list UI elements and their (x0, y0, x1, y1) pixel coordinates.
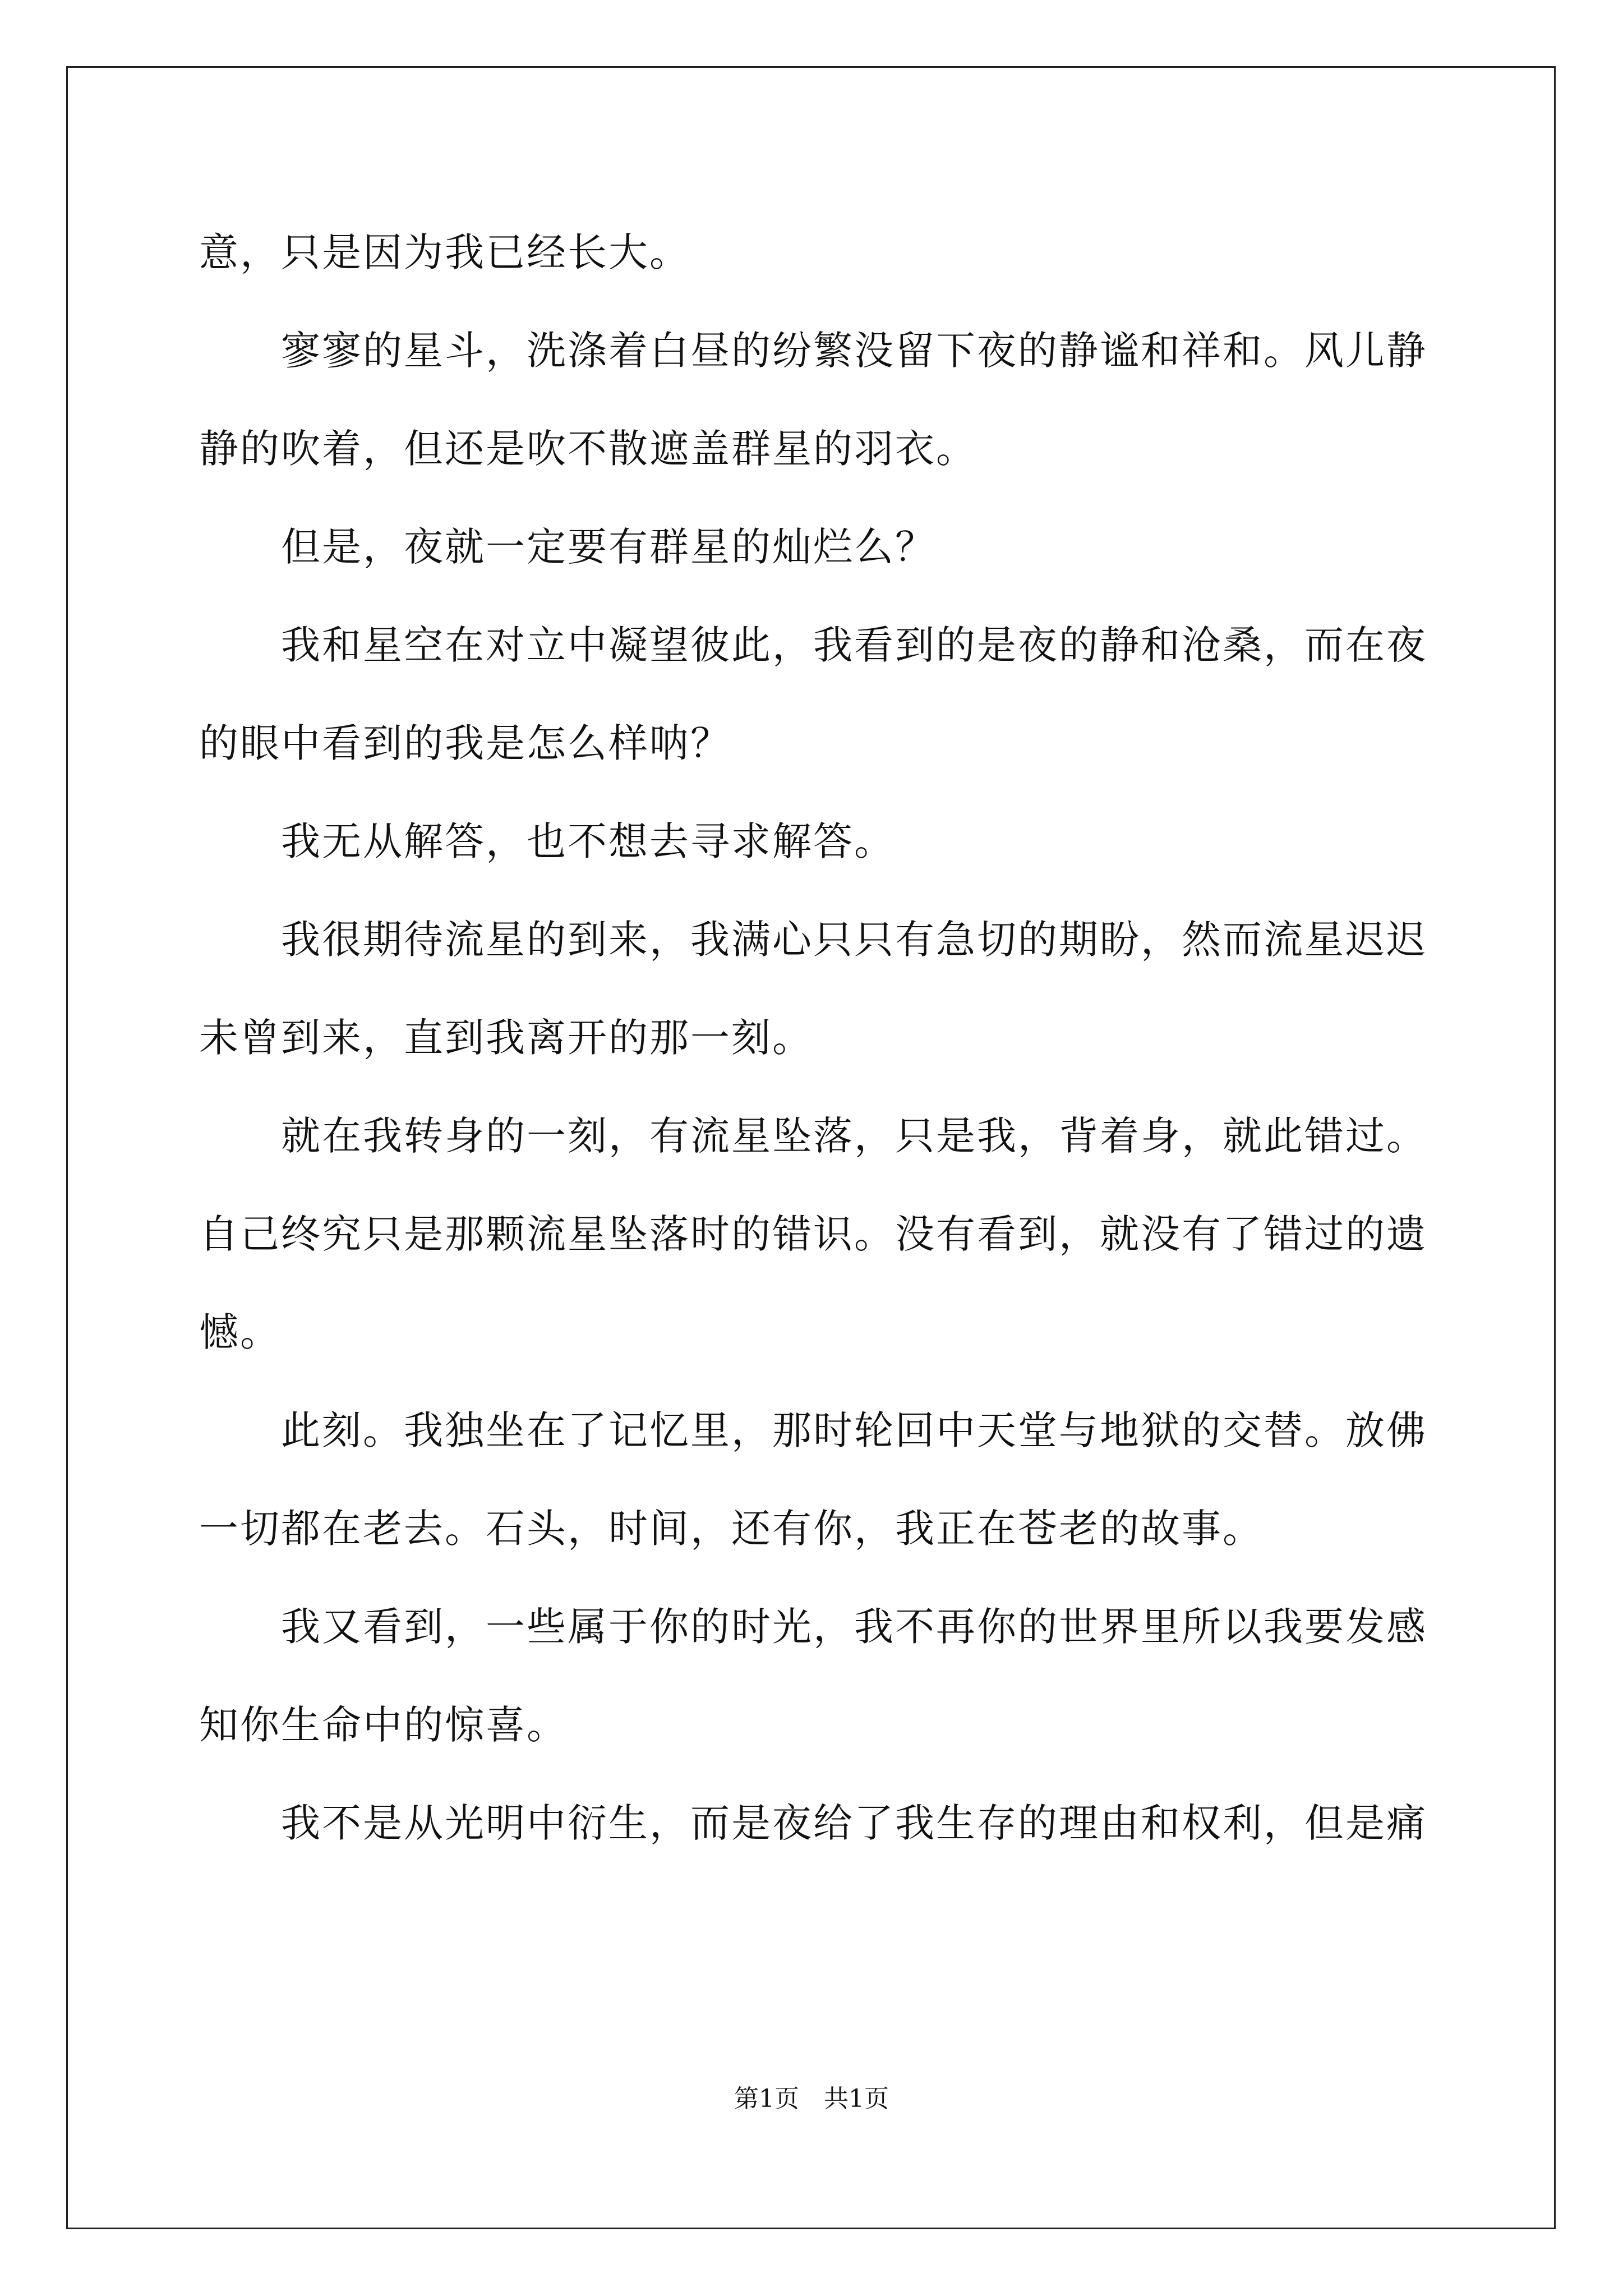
text-line: 的眼中看到的我是怎么样呐？ (199, 720, 731, 766)
text-line: 但是，夜就一定要有群星的灿烂么？ (199, 524, 936, 570)
text-line: 我不是从光明中衍生，而是夜给了我生存的理由和权利，但是痛 (199, 1800, 1427, 1846)
text-line: 意，只是因为我已经长大。 (199, 229, 690, 275)
text-line: 我无从解答，也不想去寻求解答。 (199, 818, 895, 864)
page-number-footer: 第1页 共1页 (734, 2085, 889, 2113)
text-line: 静的吹着，但还是吹不散遮盖群星的羽衣。 (199, 426, 977, 472)
text-line: 我和星空在对立中凝望彼此，我看到的是夜的静和沧桑，而在夜 (199, 622, 1427, 668)
text-line: 寥寥的星斗，洗涤着白昼的纷繁没留下夜的静谧和祥和。风儿静 (199, 328, 1427, 374)
text-line: 我很期待流星的到来，我满心只只有急切的期盼，然而流星迟迟 (199, 917, 1427, 963)
text-line: 自己终究只是那颗流星坠落时的错识。没有看到，就没有了错过的遗 (199, 1211, 1427, 1257)
text-line: 一切都在老去。石头，时间，还有你，我正在苍老的故事。 (199, 1506, 1264, 1552)
text-line: 就在我转身的一刻，有流星坠落，只是我，背着身，就此错过。 (199, 1113, 1427, 1159)
text-line: 我又看到，一些属于你的时光，我不再你的世界里所以我要发感 (199, 1604, 1427, 1650)
document-body (199, 213, 1427, 1882)
text-line: 未曾到来，直到我离开的那一刻。 (199, 1015, 813, 1061)
text-line: 此刻。我独坐在了记忆里，那时轮回中天堂与地狱的交替。放佛 (199, 1407, 1427, 1453)
text-line: 憾。 (199, 1309, 281, 1355)
text-line: 知你生命中的惊喜。 (199, 1702, 568, 1748)
